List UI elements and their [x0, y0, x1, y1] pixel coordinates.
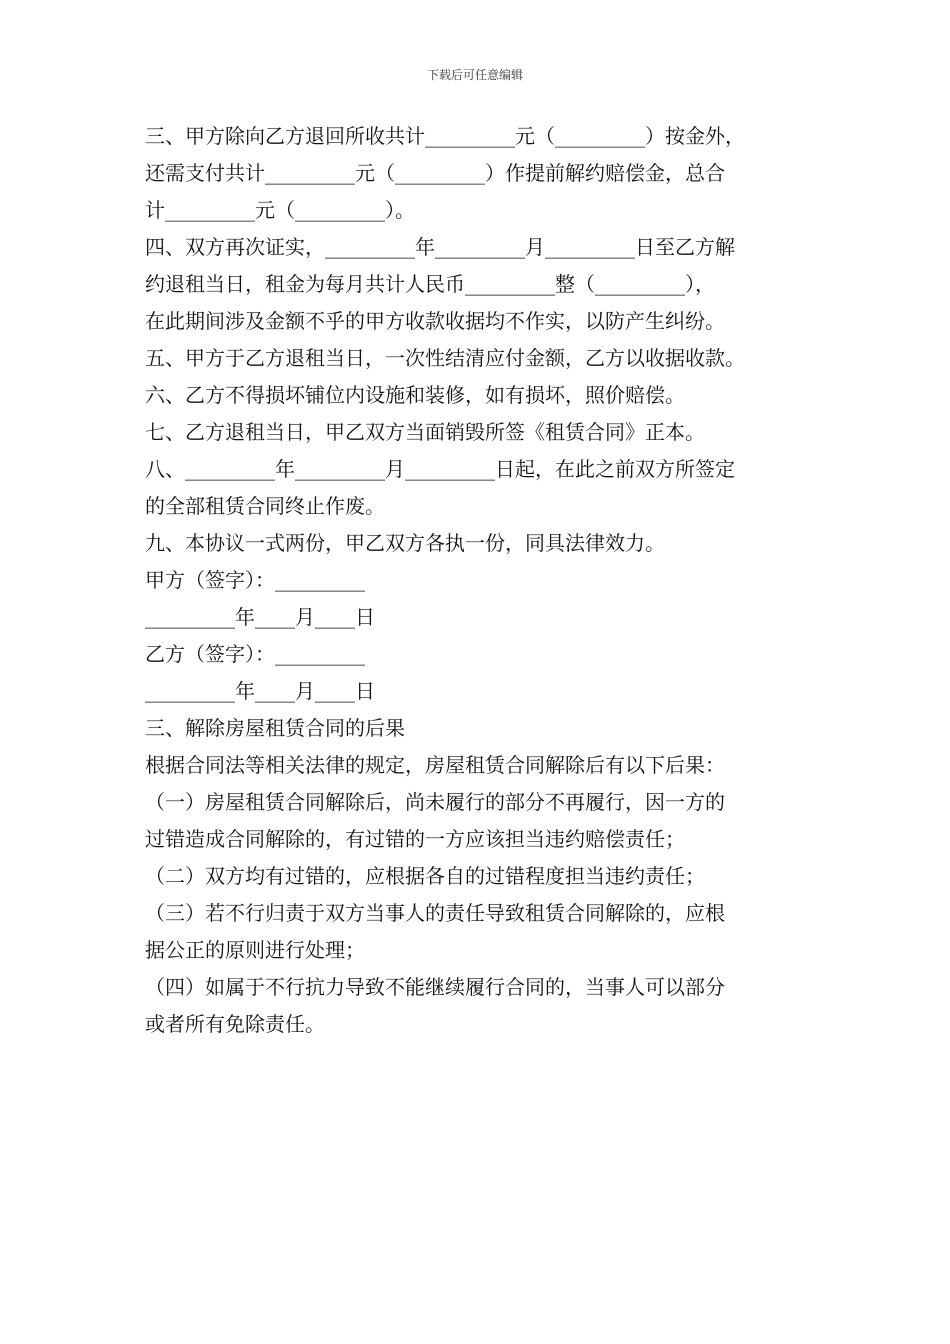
text-line: 九、本协议一式两份，甲乙双方各执一份，同具法律效力。 [145, 531, 665, 555]
signature-date-a: _________年____月____日 [145, 605, 375, 629]
text-line: 三、甲方除向乙方退回所收共计_________元（_________）按金外， [145, 124, 745, 148]
text-line: 计_________元（_________）。 [145, 198, 415, 222]
text-line: 五、甲方于乙方退租当日，一次性结清应付金额，乙方以收据收款。 [145, 346, 745, 370]
text-line: 根据合同法等相关法律的规定，房屋租赁合同解除后有以下后果： [145, 753, 725, 777]
text-line: （一）房屋租赁合同解除后，尚未履行的部分不再履行，因一方的 [145, 790, 725, 814]
signature-party-a: 甲方（签字）：_________ [145, 568, 365, 592]
text-line: 八、_________年_________月_________日起，在此之前双方所签定 [145, 457, 735, 481]
signature-party-b: 乙方（签字）：_________ [145, 642, 365, 666]
text-line: 过错造成合同解除的，有过错的一方应该担当违约赔偿责任； [145, 827, 685, 851]
text-line: 据公正的原则进行处理； [145, 938, 365, 962]
text-line: 四、双方再次证实，_________年_________月_________日至乙方解 [145, 235, 735, 259]
text-line: 七、乙方退租当日，甲乙双方当面销毁所签《租赁合同》正本。 [145, 420, 705, 444]
text-line: 或者所有免除责任。 [145, 1012, 325, 1036]
signature-date-b: _________年____月____日 [145, 679, 375, 703]
text-line: （三）若不行归责于双方当事人的责任导致租赁合同解除的，应根 [145, 901, 725, 925]
section-heading: 三、解除房屋租赁合同的后果 [145, 716, 405, 740]
text-line: 在此期间涉及金额不乎的甲方收款收据均不作实，以防产生纠纷。 [145, 309, 725, 333]
page-header: 下载后可任意编辑 [426, 68, 523, 82]
text-line: 还需支付共计_________元（_________）作提前解约赔偿金，总合 [145, 161, 725, 185]
document-body [145, 118, 813, 1043]
text-line: 的全部租赁合同终止作废。 [145, 494, 385, 518]
text-line: （二）双方均有过错的，应根据各自的过错程度担当违约责任； [145, 864, 705, 888]
text-line: （四）如属于不行抗力导致不能继续履行合同的，当事人可以部分 [145, 975, 725, 999]
text-line: 约退租当日，租金为每月共计人民币_________整（_________）， [145, 272, 715, 296]
text-line: 六、乙方不得损坏铺位内设施和装修，如有损坏，照价赔偿。 [145, 383, 685, 407]
